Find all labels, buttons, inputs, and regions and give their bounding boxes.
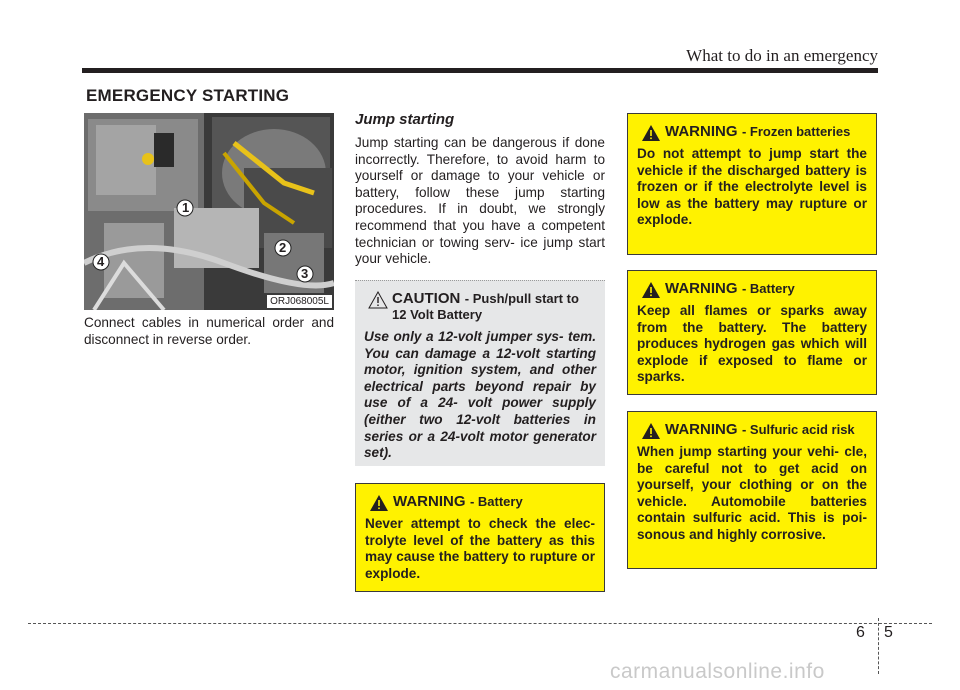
jump-starting-text: Jump starting can be dangerous if done incorrectly. Therefore, to avoid harm to yourself or damage to your vehicle or battery, follow these jump starting procedures. If in doubt, we strongly recommend that you have a competent technician or towing serv- ice jump start your vehicle. xyxy=(355,135,605,267)
jump-starting-heading: Jump starting xyxy=(355,111,455,128)
caution-box xyxy=(355,280,605,466)
warning-heading xyxy=(365,494,595,510)
step-label-1: 1 xyxy=(182,200,190,215)
warning-triangle-icon xyxy=(641,281,661,299)
warning-text: Do not attempt to jump start the vehicle if the discharged battery is frozen or if the electrolyte level is low as the battery may rupture or explode. xyxy=(637,146,867,228)
warning-label: WARNING xyxy=(665,123,738,140)
header-rule xyxy=(82,68,878,73)
warning-box-battery-flames xyxy=(627,270,877,395)
warning-heading xyxy=(637,124,867,140)
caution-subtitle: - Push/pull start to 12 Volt Battery xyxy=(392,291,579,322)
step-label-3: 3 xyxy=(301,266,309,281)
page-chapter: 6 xyxy=(856,624,865,641)
warning-subtitle: - Frozen batteries xyxy=(741,124,851,139)
warning-triangle-icon xyxy=(369,494,389,512)
watermark: carmanualsonline.info xyxy=(610,660,825,683)
section-title: EMERGENCY STARTING xyxy=(86,86,290,105)
caution-triangle-icon xyxy=(368,291,388,309)
warning-label: WARNING xyxy=(665,421,738,438)
header-title: What to do in an emergency xyxy=(686,46,878,65)
warning-text: Never attempt to check the elec- trolyte level of the battery as this may cause the battery to rupture or explode. xyxy=(365,516,595,581)
footer-divider xyxy=(878,618,879,674)
warning-label: WARNING xyxy=(665,280,738,297)
figure-code: ORJ068005L xyxy=(267,295,332,308)
caution-heading xyxy=(364,291,596,323)
warning-text: Keep all flames or sparks away from the battery. The battery produces hydrogen gas which will explode if exposed to flame or sparks. xyxy=(637,303,867,385)
step-label-4: 4 xyxy=(97,254,105,269)
step-label-2: 2 xyxy=(279,240,287,255)
engine-bay-photo xyxy=(84,113,334,310)
warning-text: When jump starting your vehi- cle, be careful not to get acid on yourself, your clothing or on the vehicle. Automobile batteries contain sulfuric acid. This is poi- sonous and highly corrosive. xyxy=(637,444,867,542)
figure-caption: Connect cables in numerical order and disconnect in reverse order. xyxy=(84,315,334,347)
warning-subtitle: - Sulfuric acid risk xyxy=(741,422,855,437)
warning-label: WARNING xyxy=(393,493,466,510)
footer-rule xyxy=(28,623,932,624)
warning-subtitle: - Battery xyxy=(469,494,523,509)
caution-text: Use only a 12-volt jumper sys- tem. You can damage a 12-volt starting motor, ignition system, and other electrical parts beyond repair by use of a 24- volt power supply (either two 12-volt batteries in series or a 24-volt motor generator set). xyxy=(364,329,596,461)
warning-triangle-icon xyxy=(641,422,661,440)
page-number: 5 xyxy=(884,624,893,641)
warning-heading xyxy=(637,281,867,297)
warning-triangle-icon xyxy=(641,124,661,142)
warning-heading xyxy=(637,422,867,438)
warning-box-frozen-batteries xyxy=(627,113,877,255)
caution-label: CAUTION xyxy=(392,290,461,307)
warning-box-sulfuric-acid xyxy=(627,411,877,569)
warning-box-battery-electrolyte xyxy=(355,483,605,592)
warning-subtitle: - Battery xyxy=(741,281,795,296)
